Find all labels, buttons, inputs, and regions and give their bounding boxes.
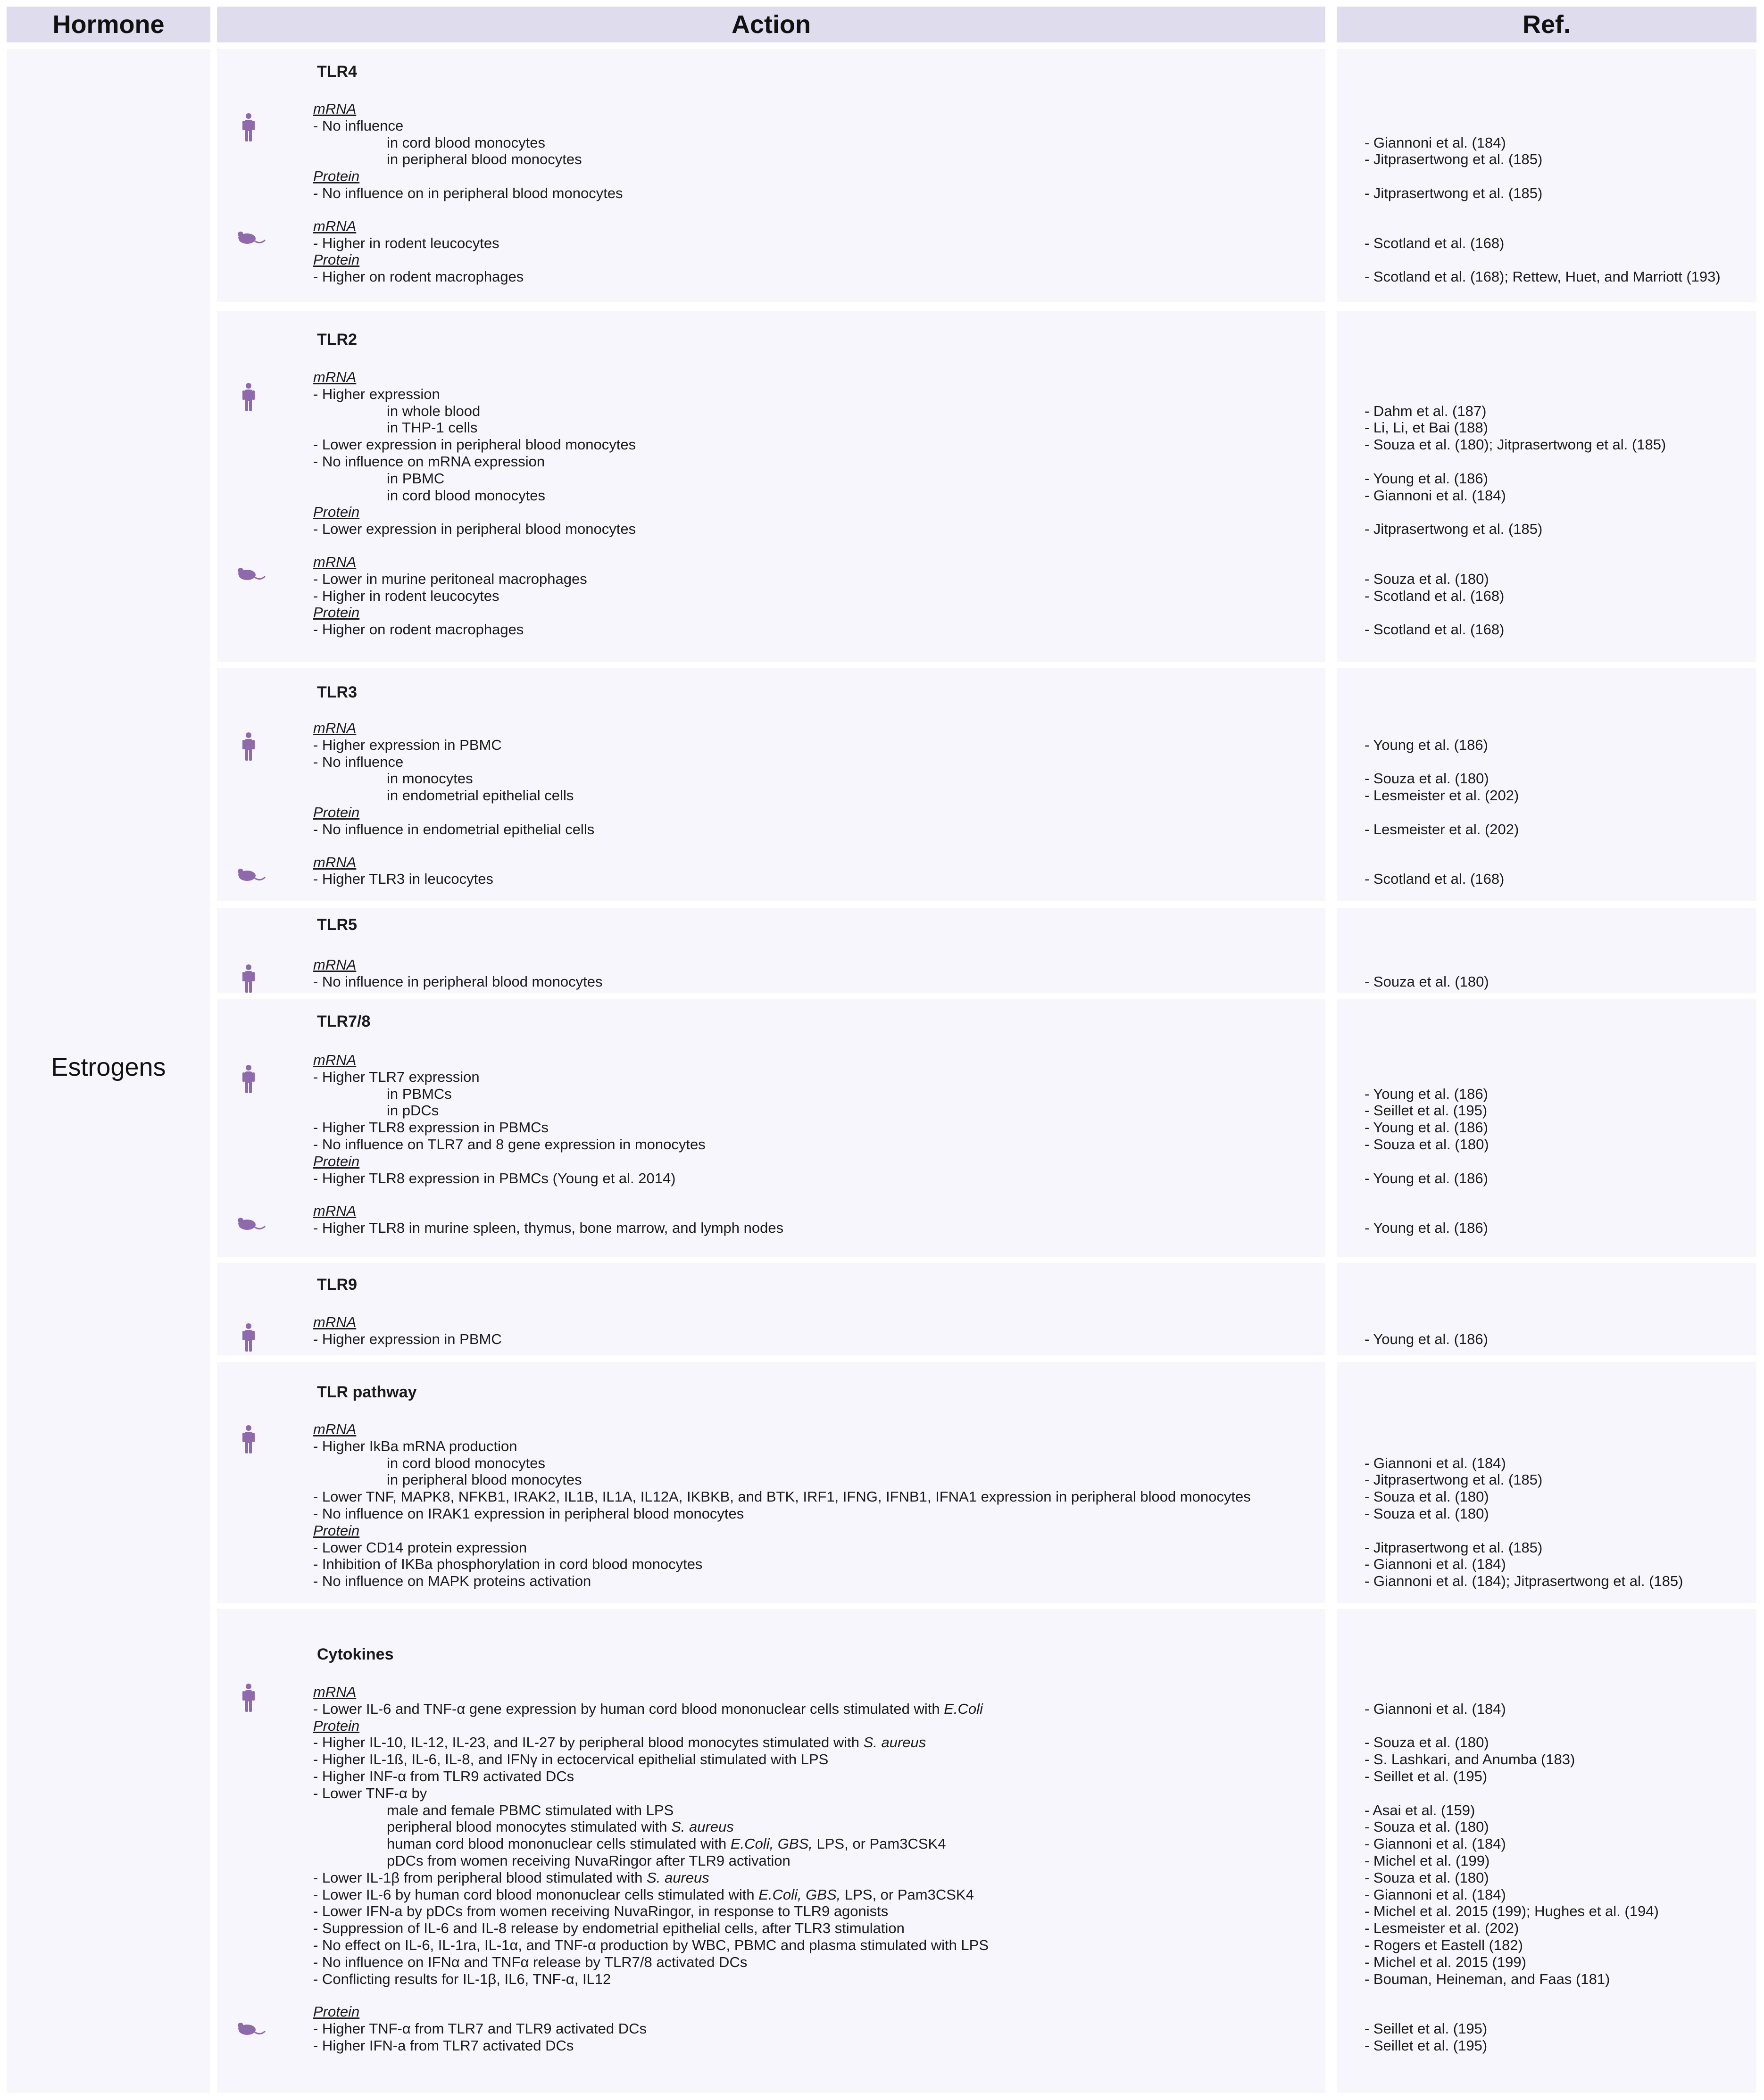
category-label — [313, 956, 356, 973]
finding-line — [313, 1734, 926, 1751]
section-title: TLR2 — [317, 331, 357, 349]
reference-entry: - Jitprasertwong et al. (185) — [1365, 521, 1543, 538]
reference-entry: - Young et al. (186) — [1365, 1220, 1488, 1237]
organism-name: S. aureus — [671, 1818, 734, 1835]
finding-line — [313, 1069, 480, 1086]
category-label — [313, 1421, 356, 1438]
human-figure-icon — [241, 1425, 256, 1453]
finding-text: - No influence — [313, 117, 404, 134]
finding-line — [313, 1971, 611, 1988]
finding-text: in monocytes — [387, 770, 473, 787]
human-figure-icon — [241, 1684, 256, 1712]
reference-entry: - Lesmeister et al. (202) — [1365, 1920, 1519, 1937]
section-title: TLR5 — [317, 916, 357, 934]
finding-text: - No influence on MAPK proteins activation — [313, 1573, 591, 1590]
reference-entry: - Young et al. (186) — [1365, 736, 1488, 753]
finding-text: in pDCs — [387, 1102, 439, 1119]
finding-text: - Inhibition of IKBa phosphorylation in cord blood monocytes — [313, 1556, 703, 1573]
category-label — [313, 369, 356, 386]
finding-text: - Higher in rodent leucocytes — [313, 234, 499, 251]
finding-text: - Higher TLR7 expression — [313, 1068, 480, 1085]
finding-text: - Lower CD14 protein expression — [313, 1539, 527, 1556]
finding-text: mRNA — [313, 554, 357, 570]
human-figure-icon — [241, 113, 256, 141]
category-label — [313, 604, 359, 621]
finding-text: - No influence on TLR7 and 8 gene expression in monocytes — [313, 1136, 706, 1153]
finding-text: - Higher TNF-α from TLR7 and TLR9 activated DCs — [313, 2020, 647, 2037]
finding-text: - Lower IFN-a by pDCs from women receiving NuvaRingor, in response to TLR9 agonists — [313, 1903, 889, 1920]
mouse-icon — [237, 566, 266, 582]
reference-entry: - Souza et al. (180) — [1365, 770, 1489, 787]
category-label — [313, 504, 359, 521]
finding-line — [387, 419, 477, 436]
finding-text: mRNA — [313, 1052, 357, 1068]
finding-line — [313, 1954, 747, 1971]
finding-text: - Higher TLR8 expression in PBMCs (Young et al. 2014) — [313, 1170, 676, 1187]
finding-text: in peripheral blood monocytes — [387, 151, 582, 168]
finding-text: - No influence on in peripheral blood monocytes — [313, 185, 623, 201]
finding-line — [387, 403, 480, 420]
human-figure-icon — [241, 964, 256, 993]
finding-line — [313, 1505, 744, 1522]
finding-text: mRNA — [313, 100, 357, 117]
finding-text: - Higher IFN-a from TLR7 activated DCs — [313, 2037, 574, 2054]
finding-line — [313, 1331, 502, 1348]
mouse-icon — [237, 230, 266, 246]
finding-line — [387, 1471, 582, 1488]
reference-entry: - Dahm et al. (187) — [1365, 402, 1487, 419]
finding-line — [313, 571, 587, 588]
finding-line — [387, 1852, 790, 1869]
finding-line — [313, 737, 502, 754]
finding-text: - Lower TNF-α by — [313, 1785, 427, 1801]
reference-entry: - Souza et al. (180); Jitprasertwong et al. (185) — [1365, 436, 1666, 453]
finding-line — [313, 1136, 706, 1153]
reference-entry: - Michel et al. 2015 (199); Hughes et al. (194) — [1365, 1903, 1659, 1920]
reference-entry: - Souza et al. (180) — [1365, 1136, 1489, 1153]
category-label — [313, 1153, 359, 1170]
mouse-icon — [237, 2021, 266, 2037]
human-figure-icon — [241, 383, 256, 411]
reference-entry: - Souza et al. (180) — [1365, 1818, 1489, 1835]
finding-text: in whole blood — [387, 402, 481, 419]
finding-text: - No influence on IRAK1 expression in peripheral blood monocytes — [313, 1505, 744, 1522]
finding-text: - Suppression of IL-6 and IL-8 release by endometrial epithelial cells, after TLR3 stimulation — [313, 1920, 905, 1937]
finding-line — [313, 2037, 574, 2054]
category-label — [313, 1314, 356, 1331]
finding-text: mRNA — [313, 956, 357, 973]
reference-entry: - Giannoni et al. (184) — [1365, 1835, 1506, 1852]
reference-entry: - Souza et al. (180) — [1365, 1869, 1489, 1886]
category-label — [313, 218, 356, 235]
finding-text: - No influence — [313, 753, 404, 770]
header-hormone: Hormone — [7, 7, 210, 42]
reference-entry: - Seillet et al. (195) — [1365, 2037, 1488, 2054]
reference-entry: - Giannoni et al. (184) — [1365, 1700, 1506, 1717]
section-title: TLR4 — [317, 63, 357, 81]
finding-line — [387, 770, 473, 787]
finding-text: mRNA — [313, 217, 357, 234]
finding-text: Protein — [313, 604, 360, 621]
finding-text: - Conflicting results for IL-1β, IL6, TNF-α, IL12 — [313, 1970, 611, 1987]
finding-line — [313, 973, 602, 990]
finding-text: - No influence on IFNα and TNFα release by TLR7/8 activated DCs — [313, 1953, 748, 1970]
finding-text: - Higher TLR3 in leucocytes — [313, 871, 493, 888]
finding-text: - Higher IkBa mRNA production — [313, 1437, 517, 1454]
reference-entry: - Jitprasertwong et al. (185) — [1365, 1471, 1543, 1488]
finding-line — [387, 134, 545, 151]
finding-text: in endometrial epithelial cells — [387, 787, 574, 804]
reference-entry: - Souza et al. (180) — [1365, 1488, 1489, 1505]
reference-entry: - Jitprasertwong et al. (185) — [1365, 151, 1543, 168]
finding-line — [313, 1220, 783, 1237]
finding-line — [387, 1802, 674, 1819]
reference-entry: - S. Lashkari, and Anumba (183) — [1365, 1751, 1575, 1768]
hormone-label: Estrogens — [51, 1053, 166, 1081]
finding-line — [313, 1488, 1251, 1505]
finding-line — [313, 1869, 709, 1886]
organism-name: S. aureus — [647, 1869, 709, 1886]
finding-line — [387, 787, 574, 804]
reference-entry: - Giannoni et al. (184) — [1365, 1886, 1506, 1903]
category-label — [313, 720, 356, 737]
reference-entry: - Young et al. (186) — [1365, 1085, 1488, 1102]
finding-text: in peripheral blood monocytes — [387, 1471, 582, 1488]
finding-text: - Higher expression — [313, 385, 440, 402]
finding-text: pDCs from women receiving NuvaRingor after TLR9 activation — [387, 1852, 790, 1869]
category-label — [313, 1684, 356, 1701]
finding-text: Protein — [313, 804, 360, 821]
category-label — [313, 2003, 359, 2020]
reference-entry: - Scotland et al. (168) — [1365, 234, 1505, 251]
finding-line — [313, 1573, 591, 1590]
category-label — [313, 251, 359, 268]
finding-text-tail: LPS, or Pam3CSK4 — [812, 1835, 946, 1852]
finding-text: - Higher TLR8 expression in PBMCs — [313, 1119, 549, 1136]
finding-line — [313, 871, 493, 888]
organism-name: E.Coli, GBS, — [758, 1886, 841, 1903]
header-action: Action — [217, 7, 1325, 42]
category-label — [313, 854, 356, 871]
finding-text: - No influence on mRNA expression — [313, 453, 545, 470]
finding-line — [313, 386, 440, 403]
finding-text: Protein — [313, 2003, 360, 2020]
finding-line — [313, 521, 636, 538]
finding-text: - Higher on rodent macrophages — [313, 621, 524, 638]
header-ref: Ref. — [1337, 7, 1756, 42]
category-label — [313, 804, 359, 821]
finding-text: mRNA — [313, 369, 357, 385]
reference-entry: - Asai et al. (159) — [1365, 1801, 1475, 1818]
finding-line — [387, 1102, 439, 1119]
human-figure-icon — [241, 1323, 256, 1352]
finding-line — [313, 1556, 702, 1573]
reference-entry: - Giannoni et al. (184) — [1365, 487, 1506, 504]
finding-text: - Lower IL-1β from peripheral blood stimulated with — [313, 1869, 647, 1886]
reference-entry: - Souza et al. (180) — [1365, 570, 1489, 587]
category-label — [313, 1522, 359, 1539]
organism-name: S. aureus — [863, 1734, 926, 1751]
action-panel — [217, 49, 1325, 302]
finding-text: in PBMC — [387, 470, 445, 487]
category-label — [313, 1052, 356, 1069]
finding-line — [313, 1785, 427, 1802]
finding-text: - Lower IL-6 and TNF-α gene expression by human cord blood mononuclear cells stimulated with — [313, 1700, 944, 1717]
finding-line — [387, 151, 582, 168]
finding-line — [313, 436, 636, 453]
finding-line — [313, 1701, 983, 1718]
reference-entry: - Seillet et al. (195) — [1365, 1768, 1488, 1785]
finding-text: Protein — [313, 504, 360, 521]
reference-entry: - Michel et al. 2015 (199) — [1365, 1953, 1526, 1970]
reference-entry: - Souza et al. (180) — [1365, 1505, 1489, 1522]
finding-text: Protein — [313, 251, 360, 268]
finding-text: - Higher IL-1ß, IL-6, IL-8, and IFNγ in ectocervical epithelial stimulated with LPS — [313, 1751, 829, 1768]
finding-text: - Higher TLR8 in murine spleen, thymus, bone marrow, and lymph nodes — [313, 1220, 784, 1237]
finding-line — [313, 754, 403, 771]
reference-entry: - Scotland et al. (168) — [1365, 871, 1505, 888]
finding-text: - No influence in peripheral blood monocytes — [313, 973, 603, 990]
section-title: TLR3 — [317, 683, 357, 701]
reference-entry: - Souza et al. (180) — [1365, 973, 1489, 990]
reference-entry: - Jitprasertwong et al. (185) — [1365, 1539, 1543, 1556]
finding-line — [313, 1119, 549, 1136]
reference-entry: - Lesmeister et al. (202) — [1365, 787, 1519, 804]
finding-line — [313, 1751, 828, 1768]
finding-text: - Higher on rodent macrophages — [313, 268, 524, 285]
finding-text: - Lower TNF, MAPK8, NFKB1, IRAK2, IL1B, IL1A, IL12A, IKBKB, and BTK, IRF1, IFNG, IFNB1, IFNA1 expression in peripheral blood monocytes — [313, 1488, 1251, 1505]
finding-text: Protein — [313, 1717, 360, 1734]
finding-text: mRNA — [313, 854, 357, 871]
reference-entry: - Li, Li, et Bai (188) — [1365, 419, 1488, 436]
mouse-icon — [237, 867, 266, 883]
finding-line — [387, 1455, 545, 1472]
finding-text: - Lower expression in peripheral blood monocytes — [313, 521, 636, 538]
finding-text: in PBMCs — [387, 1085, 452, 1102]
finding-line — [387, 1818, 734, 1835]
finding-line — [313, 117, 403, 134]
action-panel — [217, 668, 1325, 901]
finding-line — [313, 1920, 905, 1937]
reference-entry: - Young et al. (186) — [1365, 1170, 1488, 1187]
finding-line — [313, 235, 499, 252]
reference-entry: - Seillet et al. (195) — [1365, 1102, 1488, 1119]
finding-text: in THP-1 cells — [387, 419, 478, 436]
finding-line — [313, 1170, 676, 1187]
finding-line — [387, 1086, 452, 1103]
finding-text: peripheral blood monocytes stimulated with — [387, 1818, 672, 1835]
reference-entry: - Young et al. (186) — [1365, 470, 1488, 487]
finding-text: - No influence in endometrial epithelial cells — [313, 821, 595, 838]
category-label — [313, 1718, 359, 1735]
finding-text: - Lower expression in peripheral blood monocytes — [313, 436, 636, 453]
finding-text: - Lower IL-6 by human cord blood mononuclear cells stimulated with — [313, 1886, 759, 1903]
reference-entry: - Michel et al. (199) — [1365, 1852, 1490, 1869]
reference-entry: - Lesmeister et al. (202) — [1365, 821, 1519, 838]
category-label — [313, 100, 356, 117]
finding-line — [387, 1835, 946, 1852]
human-figure-icon — [241, 1065, 256, 1093]
finding-line — [313, 1937, 989, 1954]
organism-name: E.Coli — [944, 1700, 983, 1717]
finding-text: mRNA — [313, 1314, 357, 1330]
reference-entry: - Scotland et al. (168); Rettew, Huet, and Marriott (193) — [1365, 268, 1721, 285]
reference-entry: - Young et al. (186) — [1365, 1119, 1488, 1136]
reference-entry: - Rogers et Eastell (182) — [1365, 1937, 1523, 1953]
organism-name: E.Coli, GBS, — [730, 1835, 813, 1852]
finding-line — [313, 588, 499, 605]
finding-line — [313, 268, 524, 285]
section-title: TLR9 — [317, 1276, 357, 1294]
finding-text: - Higher IL-10, IL-12, IL-23, and IL-27 by peripheral blood monocytes stimulated with — [313, 1734, 864, 1751]
finding-text: - Lower in murine peritoneal macrophages — [313, 570, 587, 587]
finding-line — [313, 1768, 574, 1785]
section-title: TLR7/8 — [317, 1013, 371, 1030]
finding-text: - Higher in rodent leucocytes — [313, 587, 499, 604]
finding-text: male and female PBMC stimulated with LPS — [387, 1801, 674, 1818]
finding-text: in cord blood monocytes — [387, 487, 546, 504]
reference-entry: - Young et al. (186) — [1365, 1330, 1488, 1347]
finding-line — [313, 1539, 527, 1556]
finding-text: in cord blood monocytes — [387, 134, 546, 151]
finding-line — [313, 1903, 888, 1920]
finding-text: Protein — [313, 168, 360, 185]
finding-text: - Higher INF-α from TLR9 activated DCs — [313, 1768, 574, 1785]
finding-text: mRNA — [313, 720, 357, 736]
finding-text: Protein — [313, 1522, 360, 1539]
reference-entry: - Scotland et al. (168) — [1365, 587, 1505, 604]
finding-text: mRNA — [313, 1203, 357, 1220]
finding-text-tail: LPS, or Pam3CSK4 — [840, 1886, 974, 1903]
finding-text: human cord blood mononuclear cells stimulated with — [387, 1835, 731, 1852]
action-panel — [217, 311, 1325, 662]
reference-entry: - Giannoni et al. (184) — [1365, 1556, 1506, 1573]
reference-entry: - Scotland et al. (168) — [1365, 621, 1505, 638]
category-label — [313, 554, 356, 571]
finding-text: in cord blood monocytes — [387, 1454, 546, 1471]
finding-line — [387, 487, 545, 504]
reference-entry: - Jitprasertwong et al. (185) — [1365, 185, 1543, 201]
section-title: Cytokines — [317, 1645, 394, 1663]
reference-entry: - Giannoni et al. (184); Jitprasertwong et al. (185) — [1365, 1573, 1683, 1590]
category-label — [313, 1203, 356, 1220]
finding-text: Protein — [313, 1153, 360, 1170]
reference-entry: - Giannoni et al. (184) — [1365, 134, 1506, 151]
finding-text: - No effect on IL-6, IL-1ra, IL-1α, and TNF-α production by WBC, PBMC and plasma stimulated with LPS — [313, 1937, 989, 1953]
finding-line — [313, 2020, 647, 2037]
mouse-icon — [237, 1216, 266, 1232]
category-label — [313, 168, 359, 185]
finding-text: mRNA — [313, 1421, 357, 1437]
reference-entry: - Souza et al. (180) — [1365, 1734, 1489, 1751]
reference-entry: - Seillet et al. (195) — [1365, 2020, 1488, 2037]
finding-line — [387, 470, 444, 487]
finding-line — [313, 185, 623, 202]
section-title: TLR pathway — [317, 1383, 417, 1401]
reference-entry: - Giannoni et al. (184) — [1365, 1454, 1506, 1471]
finding-line — [313, 1438, 517, 1455]
human-figure-icon — [241, 732, 256, 761]
ref-panel — [1337, 49, 1756, 302]
finding-line — [313, 821, 594, 838]
finding-line — [313, 1886, 974, 1903]
finding-text: - Higher expression in PBMC — [313, 736, 502, 753]
reference-entry: - Bouman, Heineman, and Faas (181) — [1365, 1970, 1610, 1987]
finding-text: - Higher expression in PBMC — [313, 1330, 502, 1347]
finding-line — [313, 453, 545, 470]
finding-line — [313, 621, 524, 638]
finding-text: mRNA — [313, 1684, 357, 1700]
